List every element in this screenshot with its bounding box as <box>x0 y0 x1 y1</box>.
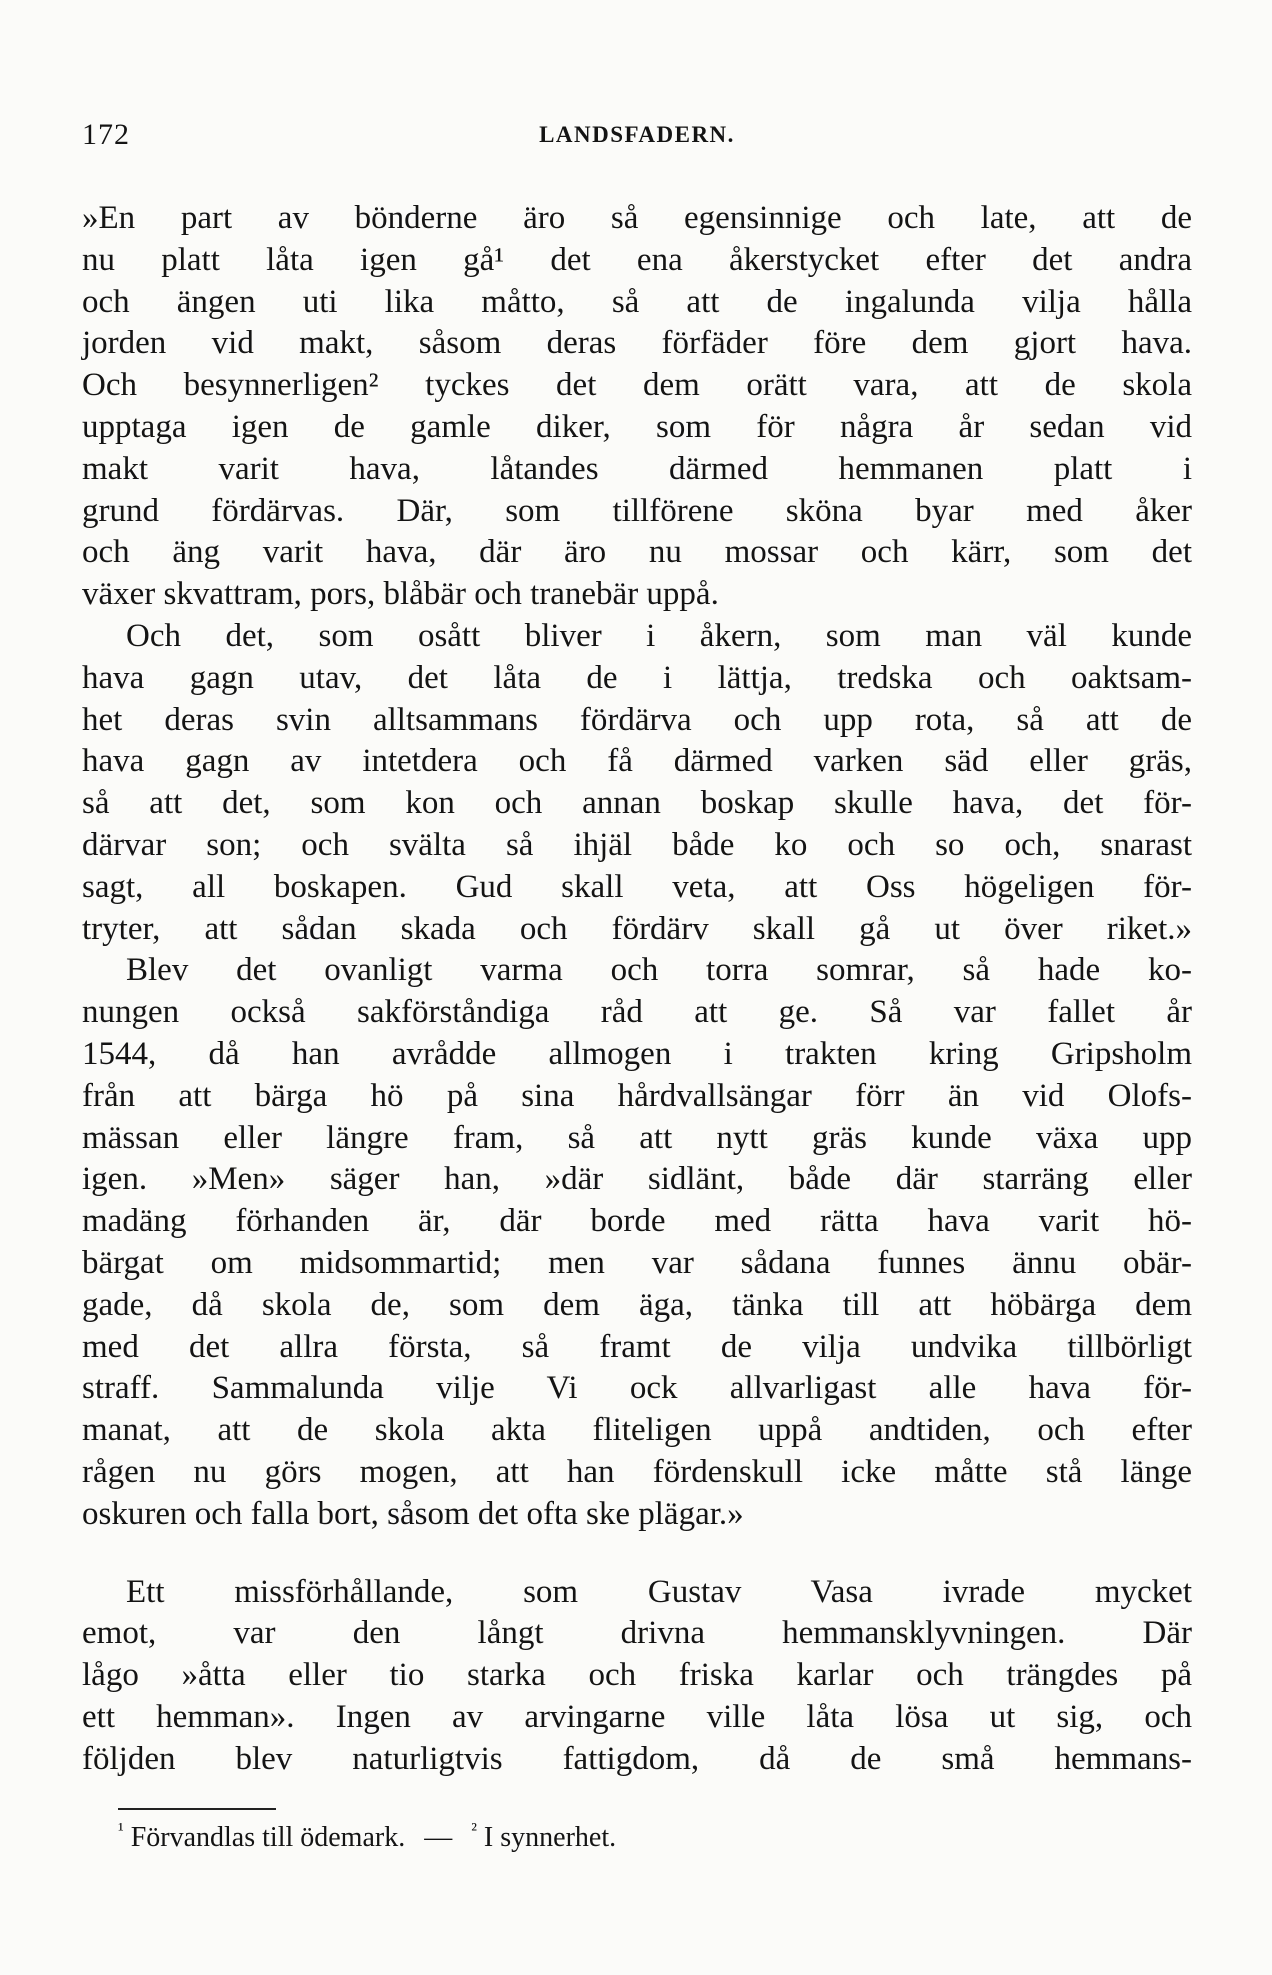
footnotes <box>118 1819 1018 1854</box>
text-line: och ängen uti lika måtto, så att de ingalunda vilja hålla <box>82 283 1192 320</box>
text-line: oskuren och falla bort, såsom det ofta ske plägar.» <box>82 1495 744 1532</box>
text-line: het deras svin alltsammans fördärva och upp rota, så att de <box>82 701 1192 738</box>
text-line: gade, då skola de, som dem äga, tänka till att höbärga dem <box>82 1286 1192 1323</box>
text-line: grund fördärvas. Där, som tillförene sköna byar med åker <box>82 492 1192 529</box>
text-line: nu platt låta igen gå¹ det ena åkerstycket efter det andra <box>82 241 1192 278</box>
text-line: från att bärga hö på sina hårdvallsängar förr än vid Olofs- <box>82 1077 1192 1114</box>
footnote-text: Förvandlas till ödemark. <box>130 1822 406 1853</box>
text-line: straff. Sammalunda vilje Vi ock allvarligast alle hava för- <box>82 1370 1192 1407</box>
text-line: sagt, all boskapen. Gud skall veta, att Oss högeligen för- <box>82 868 1192 905</box>
page-header <box>82 118 1192 166</box>
paragraph-gap <box>82 1536 1192 1572</box>
footnote-separator: — <box>424 1822 453 1853</box>
text-line: emot, var den långt drivna hemmansklyvningen. Där <box>82 1615 1192 1652</box>
text-line: följden blev naturligtvis fattigdom, då de små hemmans- <box>82 1740 1192 1777</box>
body-text <box>82 198 1192 1780</box>
text-line: manat, att de skola akta fliteligen uppå andtiden, och efter <box>82 1412 1192 1449</box>
text-line: mässan eller längre fram, så att nytt gräs kunde växa upp <box>82 1119 1192 1156</box>
footnote-marker: ² <box>471 1819 477 1841</box>
footnote-text: I synnerhet. <box>483 1822 617 1853</box>
text-line: madäng förhanden är, där borde med rätta hava varit hö- <box>82 1203 1192 1240</box>
text-line: Ett missförhållande, som Gustav Vasa ivrade mycket <box>126 1573 1192 1610</box>
text-line: lågo »åtta eller tio starka och friska karlar och trängdes på <box>82 1657 1192 1694</box>
text-line: jorden vid makt, såsom deras förfäder före dem gjort hava. <box>82 325 1192 362</box>
text-line: »En part av bönderne äro så egensinnige och late, att de <box>82 200 1192 236</box>
text-line: därvar son; och svälta så ihjäl både ko och so och, snarast <box>82 826 1192 863</box>
text-line: växer skvattram, pors, blåbär och tranebär uppå. <box>82 576 719 613</box>
text-line: tryter, att sådan skada och fördärv skall gå ut över riket.» <box>82 910 1192 947</box>
footnote-2 <box>471 1819 617 1853</box>
text-line: nungen också sakförståndiga råd att ge. Så var fallet år <box>82 994 1192 1031</box>
text-line: och äng varit hava, där äro nu mossar och kärr, som det <box>82 534 1192 571</box>
text-line: hava gagn av intetdera och få därmed varken säd eller gräs, <box>82 743 1192 780</box>
text-line: rågen nu görs mogen, att han fördenskull icke måtte stå länge <box>82 1453 1192 1490</box>
paragraph-2 <box>82 1572 1192 1781</box>
text-line: ett hemman». Ingen av arvingarne ville låta lösa ut sig, och <box>82 1698 1192 1735</box>
paragraph-1 <box>82 198 1192 1536</box>
text-line: Och det, som osått bliver i åkern, som man väl kunde <box>126 617 1192 654</box>
footnote-rule <box>118 1808 276 1810</box>
text-line: Blev det ovanligt varma och torra somrar, så hade ko- <box>126 952 1192 989</box>
text-line: hava gagn utav, det låta de i lättja, tredska och oaktsam- <box>82 659 1192 696</box>
footnote-1 <box>118 1819 412 1853</box>
footnote-marker: ¹ <box>118 1819 124 1841</box>
page-number: 172 <box>82 118 130 151</box>
text-line: Och besynnerligen² tyckes det dem orätt vara, att de skola <box>82 367 1192 404</box>
text-line: med det allra första, så framt de vilja undvika tillbörligt <box>82 1328 1192 1365</box>
text-line: bärgat om midsommartid; men var sådana funnes ännu obär- <box>82 1244 1192 1281</box>
text-line: 1544, då han avrådde allmogen i trakten kring Gripsholm <box>82 1035 1192 1072</box>
text-line: så att det, som kon och annan boskap skulle hava, det för- <box>82 785 1192 822</box>
text-line: igen. »Men» säger han, »där sidlänt, både där starräng eller <box>82 1161 1192 1198</box>
text-line: upptaga igen de gamle diker, som för några år sedan vid <box>82 408 1192 445</box>
running-head: LANDSFADERN. <box>539 122 735 147</box>
text-line: makt varit hava, låtandes därmed hemmanen platt i <box>82 450 1192 487</box>
